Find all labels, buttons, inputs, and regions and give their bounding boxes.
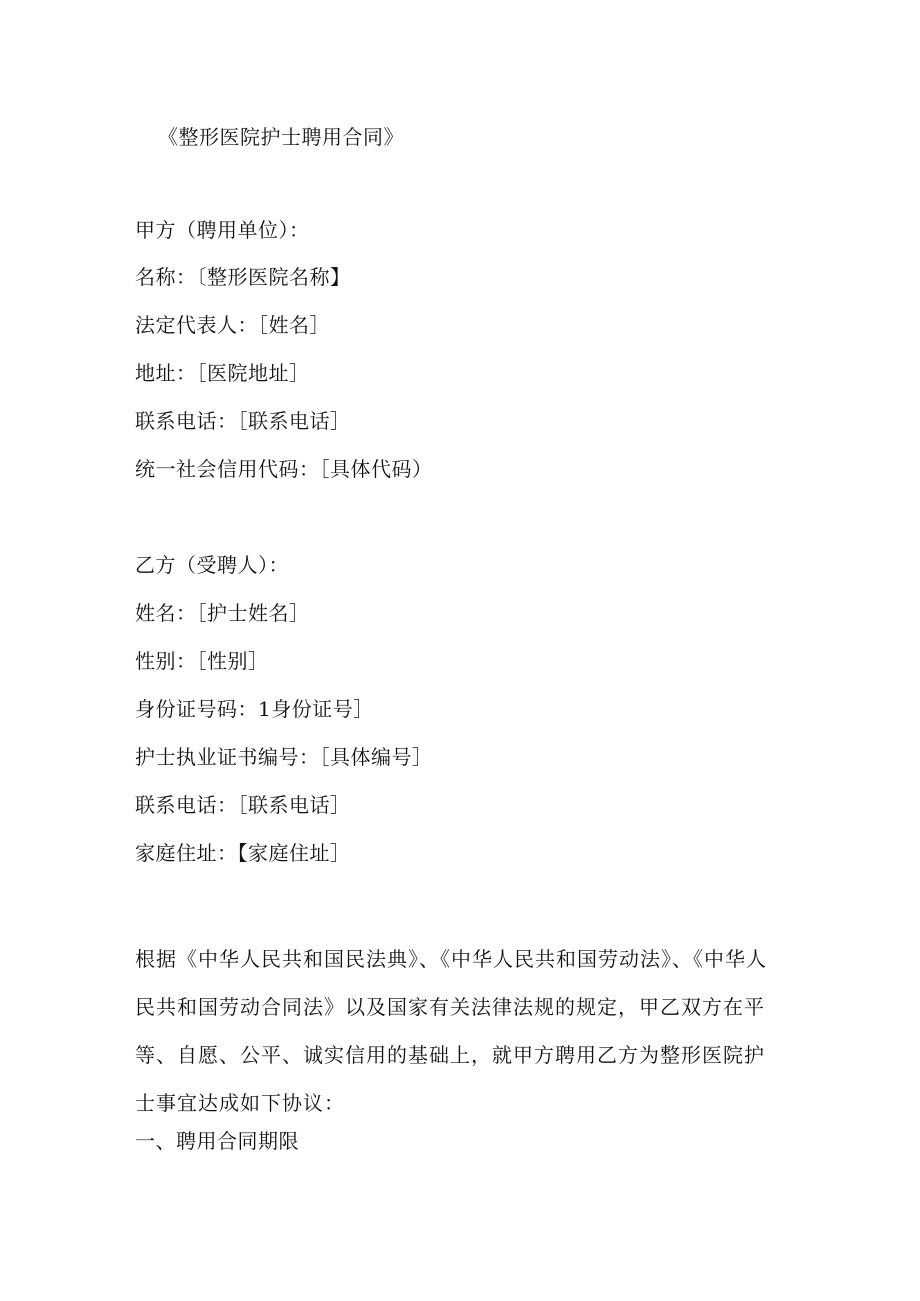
party-a-legal-rep: 法定代表人：［姓名］ — [135, 313, 330, 337]
party-b-id-number: 身份证号码：1身份证号］ — [135, 697, 374, 721]
document-title: 《整形医院护士聘用合同》 — [158, 125, 404, 149]
party-a-name: 名称：〔整形医院名称】 — [135, 265, 351, 289]
party-a-address: 地址：［医院地址］ — [135, 361, 310, 385]
preamble-paragraph: 根据《中华人民共和国民法典》、《中华人民共和国劳动法》、《中华人民共和国劳动合同法》以及国家有关法律法规的规定，甲乙双方在平等、自愿、公平、诚实信用的基础上，就甲方聘用乙方为整形医院护士事宜达成如下协议： — [135, 947, 767, 1115]
party-b-heading: 乙方（受聘人）： — [135, 553, 289, 577]
section-1-heading: 一、聘用合同期限 — [135, 1129, 299, 1153]
party-a-credit-code: 统一社会信用代码：［具体代码） — [135, 457, 433, 481]
party-a-heading: 甲方（聘用单位）： — [135, 218, 310, 242]
party-b-home-address: 家庭住址：【家庭住址］ — [135, 841, 351, 865]
party-a-phone: 联系电话：［联系电话］ — [135, 409, 351, 433]
party-b-gender: 性别：［性别］ — [135, 649, 269, 673]
party-b-license-number: 护士执业证书编号：［具体编号］ — [135, 745, 433, 769]
party-b-phone: 联系电话：［联系电话］ — [135, 793, 351, 817]
party-b-name: 姓名：［护士姓名］ — [135, 601, 310, 625]
